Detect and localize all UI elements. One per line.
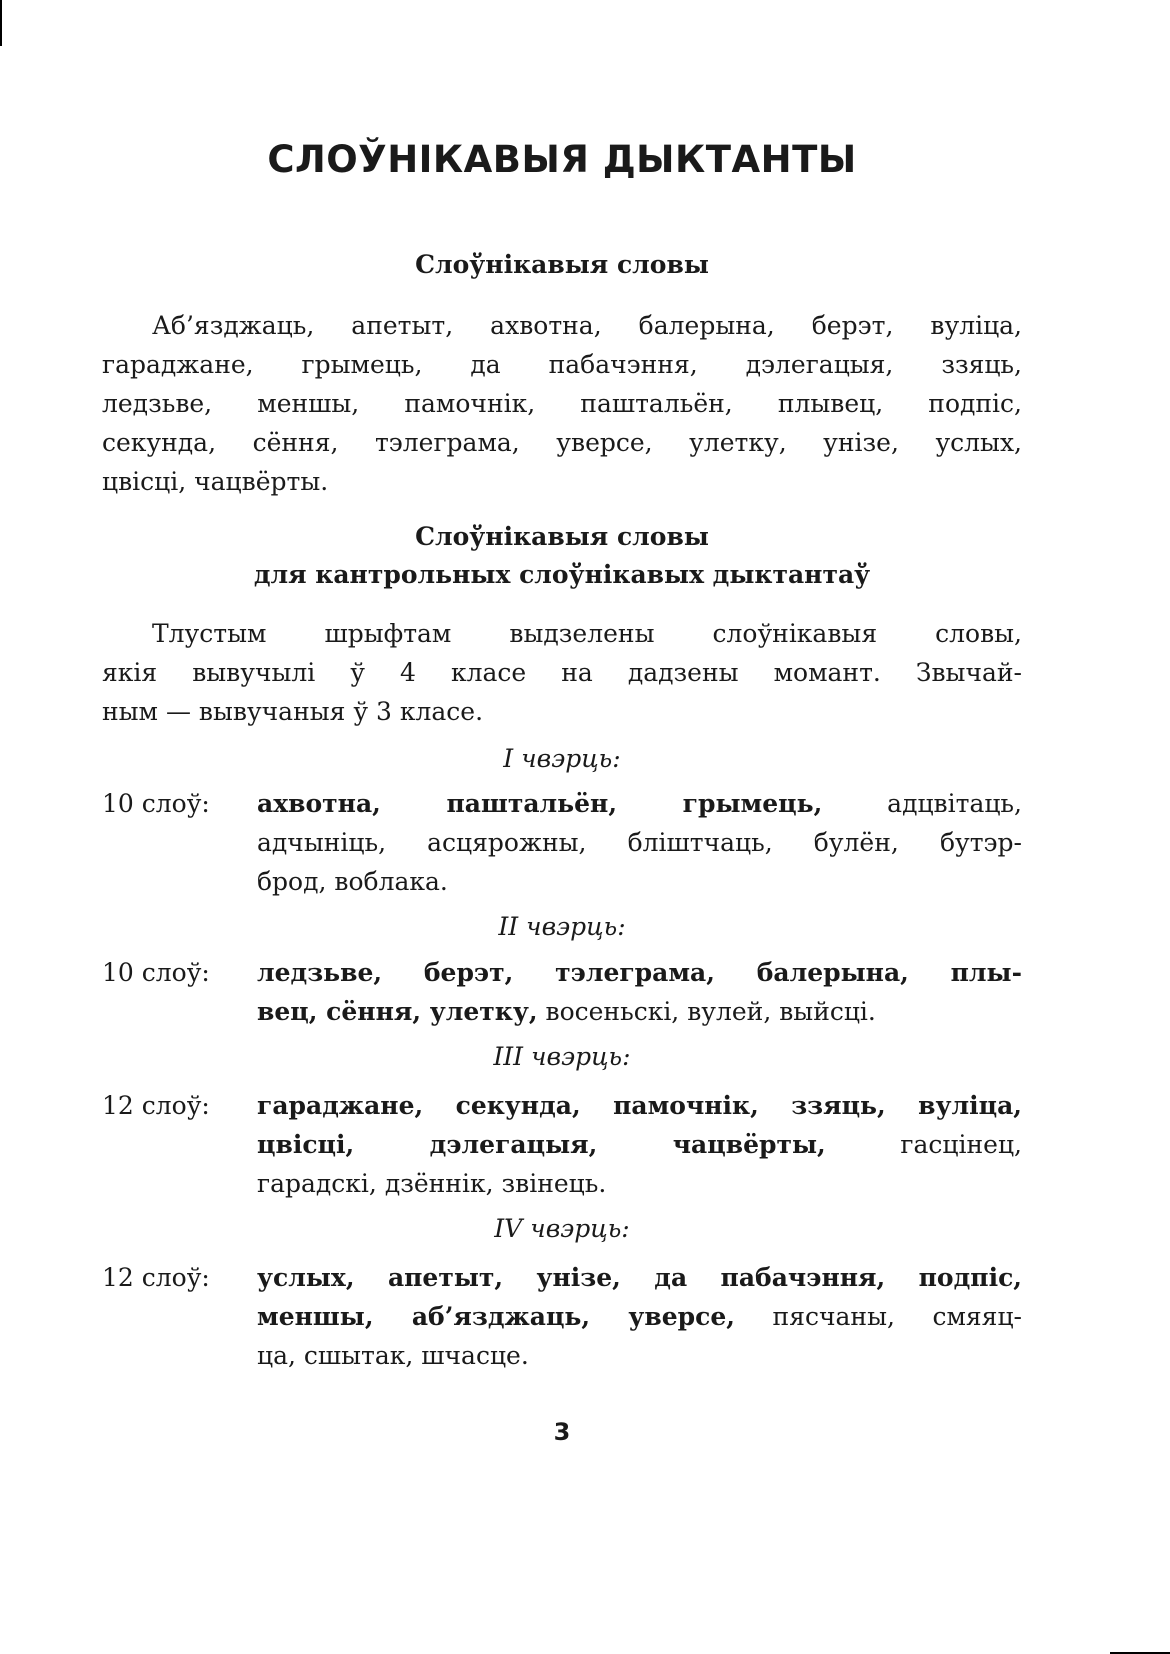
quarter-label: III чвэрць: — [493, 1042, 631, 1071]
word-line: ледзьве, берэт, тэлеграма, балерына, плы- — [257, 958, 1022, 987]
bold-words: вец, сёння, улетку, — [257, 997, 538, 1026]
intro-paragraph — [102, 614, 1022, 731]
paragraph-line: якія вывучылі ў 4 класе на дадзены момант. Звычай- — [102, 658, 1022, 687]
regular-words: гасцінец, — [825, 1130, 1022, 1159]
section-heading-control-dictations — [102, 518, 1022, 594]
word-line: брод, воблака. — [257, 867, 448, 896]
word-list — [257, 953, 1022, 1031]
quarter-label: II чвэрць: — [498, 912, 626, 941]
paragraph-line: Тлустым шрыфтам выдзелены слоўнікавыя словы, — [152, 619, 1022, 648]
quarter-label: IV чвэрць: — [494, 1214, 630, 1243]
word-line — [257, 784, 1022, 823]
word-list — [257, 784, 1022, 901]
section-heading-line: для кантрольных слоўнікавых дыктантаў — [253, 560, 871, 589]
word-count: 12 слоў: — [102, 1091, 210, 1120]
word-count: 10 слоў: — [102, 958, 210, 987]
word-line: гарадскі, дзённік, звінець. — [257, 1169, 607, 1198]
paragraph-line: Аб’язджаць, апетыт, ахвотна, балерына, берэт, вуліца, — [152, 311, 1022, 340]
regular-words: адцвітаць, — [822, 789, 1022, 818]
dictionary-words-paragraph — [102, 306, 1022, 501]
word-line: адчыніць, асцярожны, бліштчаць, булён, бутэр- — [257, 828, 1022, 857]
word-line — [257, 1297, 1022, 1336]
paragraph-line: ледзьве, меншы, памочнік, паштальён, плывец, подпіс, — [102, 389, 1022, 418]
word-line — [257, 1125, 1022, 1164]
crop-mark-top-left — [0, 0, 2, 46]
page-number: 3 — [553, 1418, 571, 1446]
section-heading-dictionary-words: Слоўнікавыя словы — [415, 250, 709, 279]
regular-words: восеньскі, вулей, выйсці. — [537, 997, 876, 1026]
bold-words: ахвотна, паштальён, грымець, — [257, 789, 823, 818]
word-list — [257, 1086, 1022, 1203]
word-line: услых, апетыт, унізе, да пабачэння, подпіс, — [257, 1263, 1022, 1292]
section-heading-line: Слоўнікавыя словы — [415, 522, 709, 551]
quarter-label: I чвэрць: — [503, 744, 621, 773]
page-title: СЛОЎНІКАВЫЯ ДЫКТАНТЫ — [267, 138, 857, 181]
bold-words: цвісці, дэлегацыя, чацвёрты, — [257, 1130, 826, 1159]
paragraph-line: ным — вывучаныя ў 3 класе. — [102, 697, 484, 726]
regular-words: пясчаны, смяяц- — [735, 1302, 1022, 1331]
word-line — [257, 992, 1022, 1031]
word-line: ца, сшытак, шчасце. — [257, 1341, 529, 1370]
paragraph-line: гараджане, грымець, да пабачэння, дэлегацыя, ззяць, — [102, 350, 1022, 379]
word-count: 12 слоў: — [102, 1263, 210, 1292]
word-line: гараджане, секунда, памочнік, ззяць, вуліца, — [257, 1091, 1022, 1120]
bold-words: меншы, аб’язджаць, уверсе, — [257, 1302, 735, 1331]
paragraph-line: цвісці, чацвёрты. — [102, 467, 329, 496]
paragraph-line: секунда, сёння, тэлеграма, уверсе, улетку, унізе, услых, — [102, 428, 1022, 457]
word-count: 10 слоў: — [102, 789, 210, 818]
word-list — [257, 1258, 1022, 1375]
